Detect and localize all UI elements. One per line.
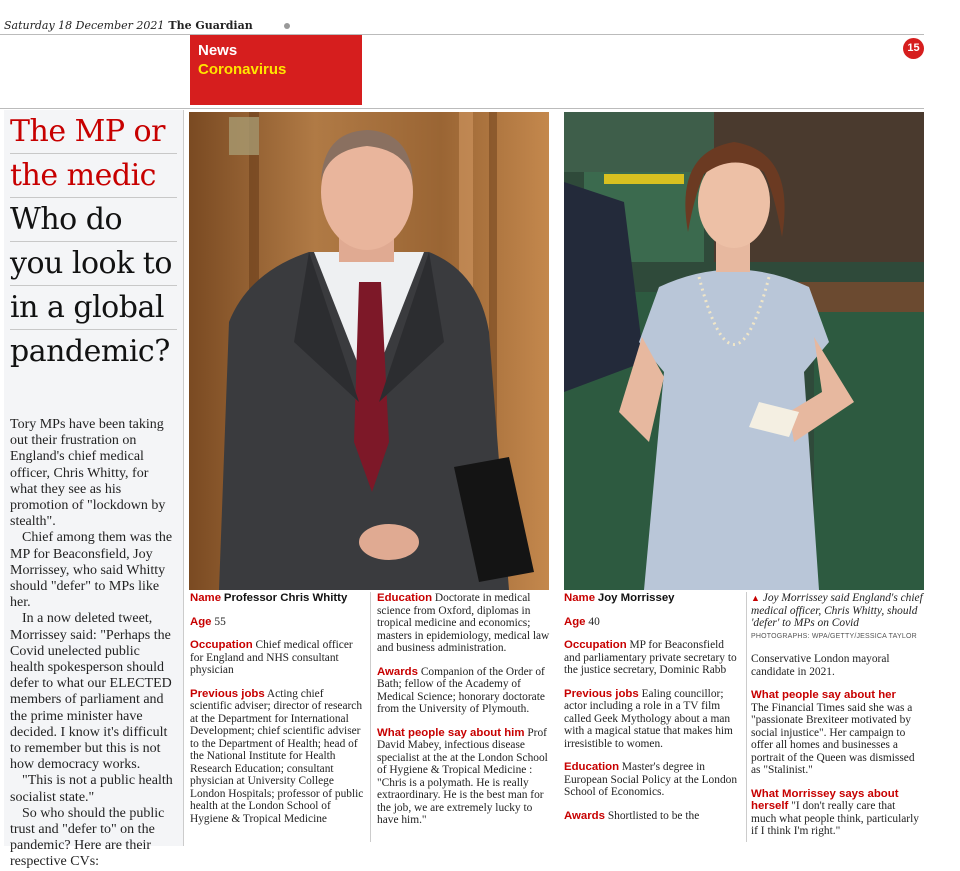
headline-line: The MP or [10, 110, 177, 154]
headline-line: pandemic? [10, 334, 170, 369]
top-divider [0, 34, 924, 35]
morrissey-education-entry: Education Master's degree in European Social Policy at the London School of Economics. [564, 761, 738, 798]
whitty-cv-column-2 [377, 592, 552, 838]
standfirst-paragraph: So who should the public trust and "defer to" on the pandemic? Here are their respective CVs: [10, 805, 165, 870]
masthead [4, 19, 253, 32]
whitty-quote-entry: What people say about him Prof David Mabey, infectious disease specialist at the at the London School of Hygiene & Tropical Medicine : "Chris is a polymath. He is really extraordinary. He is the best man for the job, we are extremely lucky to have him." [377, 726, 548, 826]
morrissey-self-quote-entry: What Morrissey says about herself "I don't really care that much what people think, particularly if I think I'm right." [751, 787, 919, 838]
whitty-occupation-entry: Occupation Chief medical officer for England and NHS consultant physician [190, 639, 353, 676]
photo-chris-whitty [189, 112, 549, 590]
morrissey-age-entry: Age 40 [564, 615, 600, 628]
whitty-name-entry: Name Professor Chris Whitty [190, 592, 348, 604]
issue-date: Saturday 18 December 2021 [4, 19, 165, 32]
headline-line: you look to [10, 242, 177, 286]
headline-line: the medic [10, 154, 177, 198]
column-rule [746, 592, 747, 842]
whitty-awards-entry: Awards Companion of the Order of Bath; fellow of the Academy of Medical Science; honorary doctorate from the University of Plymouth. [377, 665, 545, 715]
whitty-age-entry: Age 55 [190, 615, 226, 628]
page-number: 15 [903, 38, 924, 59]
morrissey-cv-column-2 [751, 592, 923, 849]
headline-line: Who do [10, 198, 177, 242]
fold-marker [284, 23, 290, 29]
header-divider [0, 108, 924, 109]
morrissey-previous-jobs-entry: Previous jobs Ealing councillor; actor including a role in a TV film called Geek Mythology about a man with a magical statue that makes him irresistible to women. [564, 687, 733, 750]
column-rule [370, 592, 371, 842]
whitty-cv-column-1 [190, 592, 368, 836]
standfirst-paragraph: Chief among them was the MP for Beaconsfield, Joy Morrissey, who said Whitty should "defer" to MPs like her. [10, 530, 173, 611]
headline-column [4, 110, 184, 870]
morrissey-occupation-entry: Occupation MP for Beaconsfield and parliamentary private secretary to the justice secretary, Dominic Rabb [564, 639, 737, 676]
section-label: News [198, 42, 238, 59]
morrissey-name-entry: Name Joy Morrissey [564, 592, 675, 604]
subsection-label: Coronavirus [198, 61, 287, 78]
whitty-education-entry: Education Doctorate in medical science from Oxford, diplomas in tropical medicine and economics; masters in epidemiology, medical law and business administration. [377, 592, 550, 654]
morrissey-awards-continued: Conservative London mayoral candidate in 2021. [751, 653, 890, 678]
standfirst-paragraph: "This is not a public health socialist state." [10, 773, 173, 805]
paper-name: The Guardian [168, 19, 253, 32]
caption-triangle-icon: ▲ [751, 593, 760, 603]
standfirst-paragraph: Tory MPs have been taking out their frustration on England's chief medical officer, Chris Whitty, for what they see as his promotion of "lockdown by stealth". [10, 417, 166, 530]
photo-caption: ▲ Joy Morrissey said England's chief medical officer, Chris Whitty, should 'defer' to MPs on Covid [751, 592, 923, 630]
headline-line: in a global [10, 286, 177, 330]
morrissey-awards-entry: Awards Shortlisted to be the [564, 809, 700, 822]
standfirst [10, 417, 177, 871]
whitty-previous-jobs-entry: Previous jobs Acting chief scientific adviser; director of research at the Department for International Development; chief scientific adviser to the Department of Health; head of the National Institute for Health Research Education; consultant physician at University College London Hospitals; professor of public health at the London School of Hygiene & Tropical Medicine [190, 687, 364, 825]
morrissey-quote-entry: What people say about her The Financial Times said she was a "passionate Brexiteer motivated by social injustice". Her campaign to offer all homes and businesses a portrait of the Queen was dismissed as "Stalinist." [751, 689, 915, 777]
standfirst-paragraph: In a now deleted tweet, Morrissey said: "Perhaps the Covid unelected public health spokesperson should defer to what our ELECTED members of parliament and the prime minister have decided. I know it's difficult to remember but this is not how democracy works. [10, 611, 172, 773]
morrissey-cv-column-1 [564, 592, 742, 833]
section-flag [190, 35, 362, 105]
photo-joy-morrissey [564, 112, 924, 590]
photo-credit: PHOTOGRAPHS: WPA/GETTY/JESSICA TAYLOR [751, 632, 917, 640]
